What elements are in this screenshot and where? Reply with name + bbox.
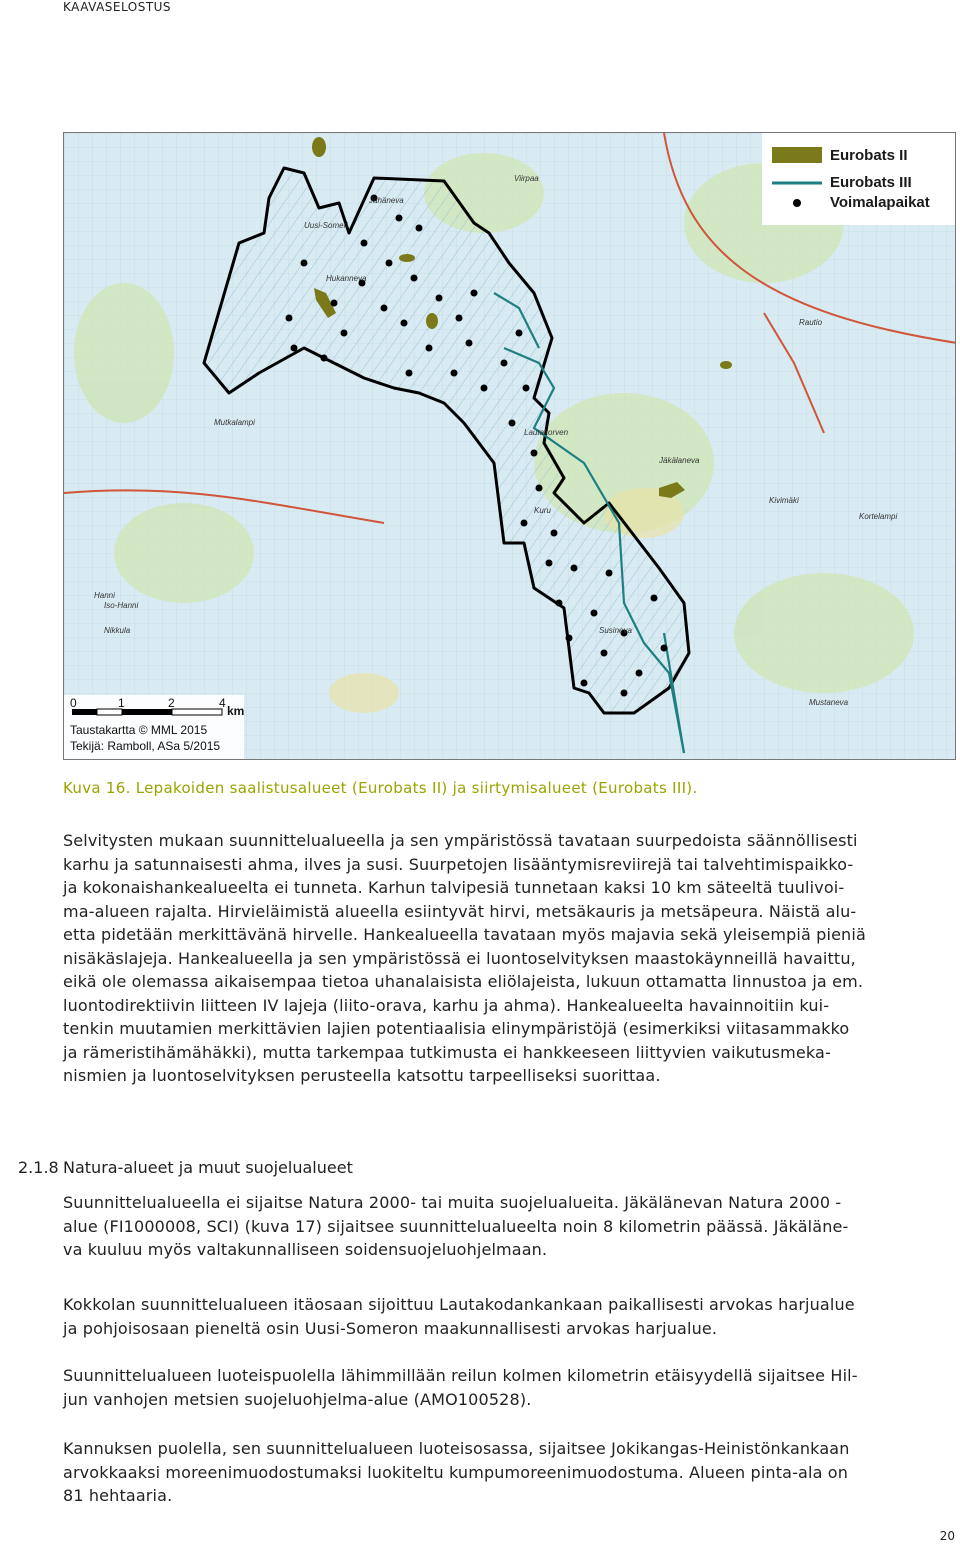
place-label: Iso-Hanni xyxy=(104,601,139,610)
legend-eurobats2: Eurobats II xyxy=(830,147,908,164)
text-line: Selvitysten mukaan suunnittelualueella ja sen ympäristössä tavataan suurpedoista säännöllisesti xyxy=(63,831,858,850)
text-line: eikä ole olemassa aikaisempaa tietoa uhanalaisista eliölajeista, lukuun ottamatta linnustoa ja em. xyxy=(63,972,864,991)
text-line: ja kokonaishankealueelta ei tunneta. Karhun talvipesiä tunnetaan kaksi 10 km säteeltä tuulivoi- xyxy=(63,878,845,897)
scale-unit: km xyxy=(227,704,245,718)
scale-label-0: 0 xyxy=(70,696,77,710)
text-line: va kuuluu myös valtakunnalliseen soidensuojeluohjelmaan. xyxy=(63,1240,548,1259)
turbine-swatch xyxy=(793,199,801,207)
text-line: Suunnittelualueen luoteispuolella lähimmillään reilun kolmen kilometrin etäisyydellä sijaitsee Hil- xyxy=(63,1366,858,1385)
text-line: ja rämeristihämähäkki), mutta tarkempaa tutkimusta ei hankkeeseen liittyvien vaikutusmeka- xyxy=(63,1042,831,1062)
section-title: Natura-alueet ja muut suojelualueet xyxy=(63,1158,353,1177)
legend-eurobats3: Eurobats III xyxy=(830,174,912,191)
scale-label-4: 4 xyxy=(219,696,226,710)
map-credit-author: Tekijä: Ramboll, ASa 5/2015 xyxy=(70,739,221,753)
place-label: Hanni xyxy=(94,591,115,600)
text-line: luontodirektiivin liitteen IV lajeja (liito-orava, karhu ja ahma). Hankealueelta havainnoitiin kui- xyxy=(63,995,830,1015)
place-label: Kivimäki xyxy=(769,496,799,505)
place-label: Jähäneva xyxy=(369,196,404,205)
text-line: etta pidetään merkittävänä hirvelle. Hankealueella tavataan myös majavia sekä yleisempiä pieniä xyxy=(63,925,866,944)
text-line: 81 hehtaaria. xyxy=(63,1486,173,1505)
figure-caption: Kuva 16. Lepakoiden saalistusalueet (Eurobats II) ja siirtymisalueet (Eurobats III). xyxy=(63,779,698,797)
text-line: arvokkaaksi moreenimuodostumaksi luokiteltu kumpumoreenimuodostuma. Alueen pinta-ala on xyxy=(63,1462,848,1482)
map-legend xyxy=(762,133,956,225)
place-label: Viirpaa xyxy=(514,174,539,183)
text-line: alue (FI1000008, SCI) (kuva 17) sijaitsee suunnittelualueelta noin 8 kilometrin päässä. Jäkäläne- xyxy=(63,1216,849,1236)
paragraph-old-forests xyxy=(63,1364,958,1411)
place-label: Lautakorven xyxy=(524,428,569,437)
text-line: nismien ja luontoselvityksen perusteella katsottu tarpeelliseksi suorittaa. xyxy=(63,1066,661,1085)
text-line: ma-alueen rajalta. Hirvieläimistä alueella esiintyvät hirvi, metsäkauris ja metsäpeura. Näistä alu- xyxy=(63,901,857,921)
place-label: Hukanneva xyxy=(326,274,367,283)
place-label: Susineva xyxy=(599,626,632,635)
place-label: Uusi-Someri xyxy=(304,221,349,230)
section-heading xyxy=(18,1158,353,1177)
document-header: KAAVASELOSTUS xyxy=(63,0,172,14)
text-line: Suunnittelualueella ei sijaitse Natura 2000- tai muita suojelualueita. Jäkälänevan Natura 2000 - xyxy=(63,1193,842,1212)
place-label: Kortelampi xyxy=(859,512,898,521)
text-line: karhu ja satunnaisesti ahma, ilves ja susi. Suurpetojen lisääntymisreviirejä tai talvehtimispaikko- xyxy=(63,854,854,874)
legend-voimalapaikat: Voimalapaikat xyxy=(830,194,930,211)
place-label: Mutkalampi xyxy=(214,418,255,427)
place-label: Mustaneva xyxy=(809,698,849,707)
text-line: nisäkäslajeja. Hankealueella ja sen ympäristössä ei luontoselvityksen maastokäynneillä havaittu, xyxy=(63,948,856,968)
paragraph-ridges xyxy=(63,1293,958,1340)
eurobats2-swatch xyxy=(772,147,822,163)
place-label: Rautio xyxy=(799,318,823,327)
paragraph-moraine xyxy=(63,1437,958,1508)
scale-label-1: 1 xyxy=(118,696,125,710)
scale-label-2: 2 xyxy=(168,696,175,710)
text-line: tenkin muutamien merkittävien lajien potentiaalisia elinympäristöjä (esimerkiksi viitasammakko xyxy=(63,1019,850,1038)
text-line: Kokkolan suunnittelualueen itäosaan sijoittuu Lautakodankankaan paikallisesti arvokas harjualue xyxy=(63,1295,855,1314)
paragraph-wildlife xyxy=(63,829,958,1088)
place-label: Kuru xyxy=(534,506,551,515)
section-number: 2.1.8 xyxy=(18,1158,59,1177)
map-credit-background: Taustakartta © MML 2015 xyxy=(70,723,208,737)
page-number: 20 xyxy=(939,1529,955,1543)
place-label: Jäkälaneva xyxy=(659,456,700,465)
text-line: jun vanhojen metsien suojeluohjelma-alue (AMO100528). xyxy=(63,1389,532,1409)
place-label: Nikkula xyxy=(104,626,131,635)
bat-area-map xyxy=(63,132,956,760)
text-line: ja pohjoisosaan pieneltä osin Uusi-Someron maakunnallisesti arvokas harjualue. xyxy=(63,1318,718,1338)
text-line: Kannuksen puolella, sen suunnittelualueen luoteisosassa, sijaitsee Jokikangas-Heinistönkankaan xyxy=(63,1439,850,1458)
map-svg xyxy=(64,133,956,760)
paragraph-natura xyxy=(63,1191,958,1262)
scale-and-credits xyxy=(64,695,244,760)
